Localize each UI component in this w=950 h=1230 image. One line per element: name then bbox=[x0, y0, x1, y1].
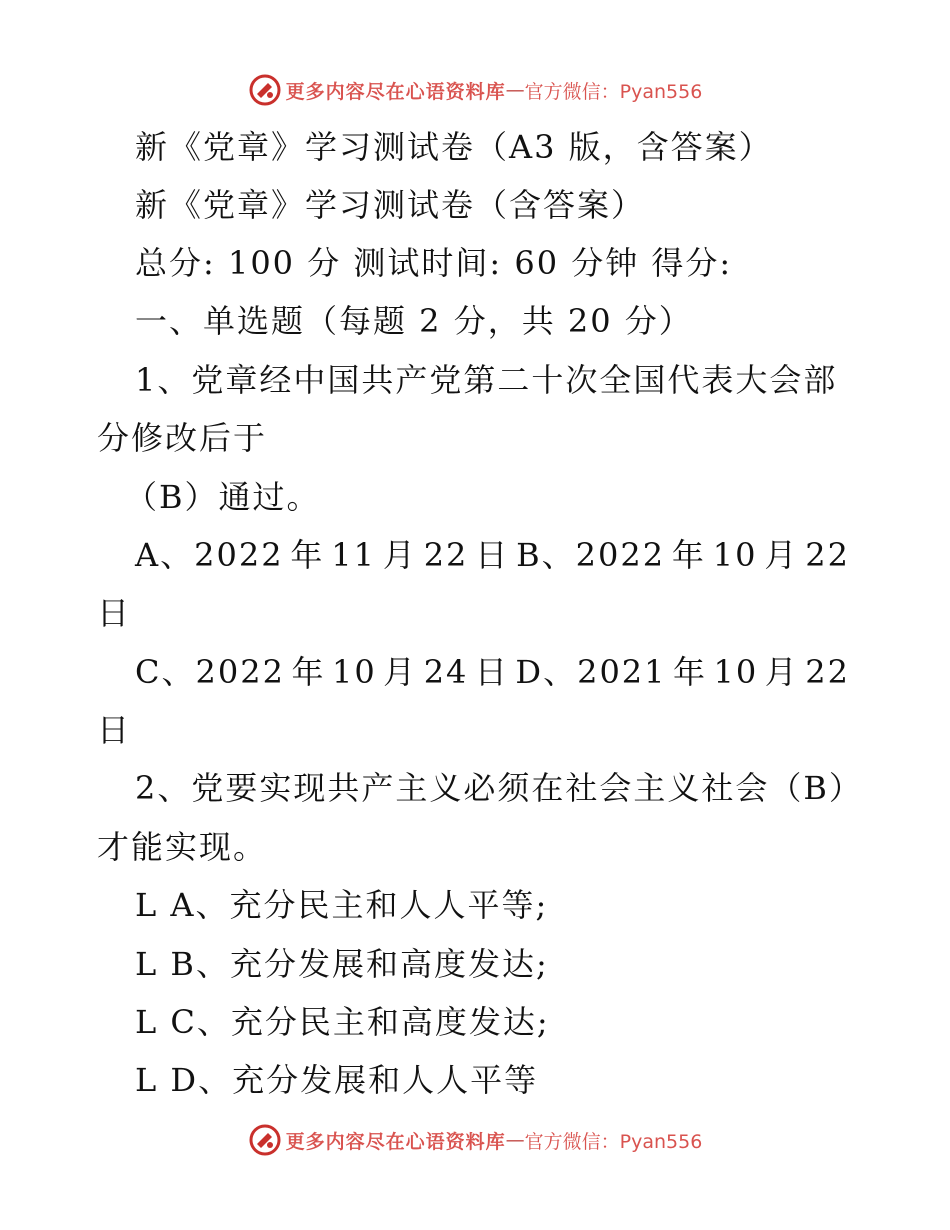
option-token: 22 bbox=[805, 536, 850, 574]
option-token: 日 bbox=[474, 653, 509, 691]
watermark-text: 更多内容尽在心语资料库 bbox=[285, 80, 506, 103]
watermark-dash: — bbox=[505, 1129, 525, 1151]
option-token: 年 bbox=[290, 536, 325, 574]
option-token: 10 bbox=[712, 536, 758, 574]
section-heading: 一、单选题（每题 2 分，共 20 分） bbox=[135, 302, 693, 340]
document-subtitle: 新《党章》学习测试卷（含答案） bbox=[135, 186, 646, 224]
option-token: 11 bbox=[331, 536, 376, 574]
red-circle-logo-icon bbox=[248, 73, 282, 107]
option-token: 10 bbox=[713, 653, 759, 691]
option-token: 年 bbox=[291, 653, 326, 691]
option-token: 月 bbox=[764, 653, 799, 691]
watermark-contact: 官方微信：Pyan556 bbox=[524, 80, 703, 103]
option-token: 10 bbox=[331, 653, 377, 691]
question-2-option-c: L C、充分民主和高度发达; bbox=[135, 1003, 550, 1041]
watermark-dash: — bbox=[505, 79, 525, 101]
option-token: 月 bbox=[383, 653, 418, 691]
footer-watermark bbox=[0, 1120, 950, 1160]
exam-meta: 总分: 100 分 测试时间: 60 分钟 得分: bbox=[135, 244, 733, 282]
question-1-options-ab bbox=[135, 535, 850, 575]
option-token: 年 bbox=[671, 536, 706, 574]
option-token: 日 bbox=[475, 536, 510, 574]
option-token: D、2021 bbox=[515, 653, 667, 691]
question-2-line-2: 才能实现。 bbox=[97, 828, 268, 866]
question-2-option-b: L B、充分发展和高度发达; bbox=[135, 945, 549, 983]
question-1-line-2: 分修改后于 bbox=[97, 419, 268, 457]
question-1-line-3: （B）通过。 bbox=[125, 478, 321, 516]
question-1-options-cd bbox=[135, 652, 850, 692]
option-token: 22 bbox=[423, 536, 469, 574]
question-2-option-a: L A、充分民主和人人平等; bbox=[135, 886, 549, 924]
option-token: 年 bbox=[673, 653, 708, 691]
option-token: C、2022 bbox=[135, 653, 285, 691]
question-1-options-cd-tail: 日 bbox=[97, 711, 132, 749]
option-token: 24 bbox=[423, 653, 469, 691]
question-1-line-1: 1、党章经中国共产党第二十次全国代表大会部 bbox=[135, 361, 838, 399]
option-token: A、2022 bbox=[135, 536, 284, 574]
watermark-text: 更多内容尽在心语资料库 bbox=[285, 1130, 506, 1153]
option-token: 22 bbox=[805, 653, 850, 691]
option-token: 月 bbox=[764, 536, 799, 574]
header-watermark bbox=[0, 70, 950, 110]
question-1-options-ab-tail: 日 bbox=[97, 594, 132, 632]
watermark-contact: 官方微信：Pyan556 bbox=[524, 1130, 703, 1153]
document-title: 新《党章》学习测试卷（A3 版，含答案） bbox=[135, 128, 773, 166]
red-circle-logo-icon bbox=[248, 1123, 282, 1157]
option-token: 月 bbox=[382, 536, 417, 574]
question-2-line-1: 2、党要实现共产主义必须在社会主义社会（B） bbox=[135, 769, 863, 807]
question-2-option-d: L D、充分发展和人人平等 bbox=[135, 1061, 539, 1099]
option-token: B、2022 bbox=[516, 536, 666, 574]
